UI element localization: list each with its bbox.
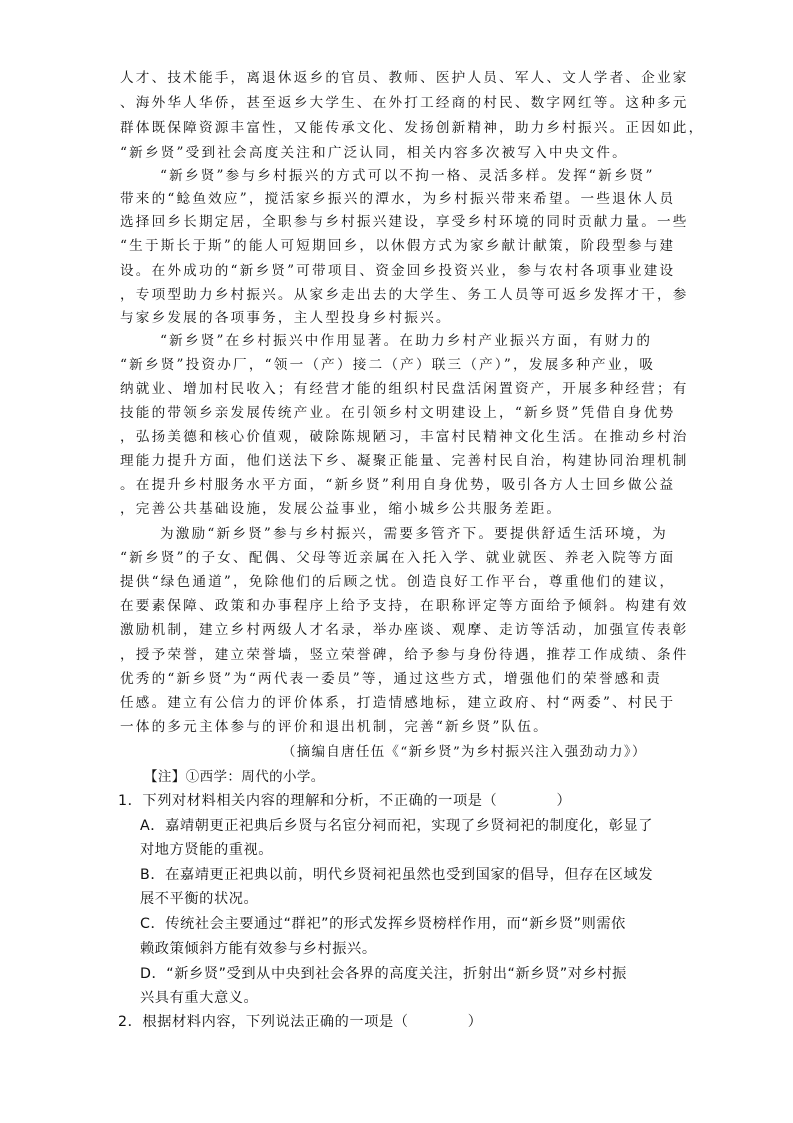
- p4-line-6: ，授予荣誉，建立荣誉墙，竖立荣誉碑，给予参与身份待遇，推荐工作成绩、条件: [120, 647, 689, 663]
- question-1-option-d-line-1: D．“新乡贤”受到从中央到社会各界的高度关注，折射出“新乡贤”对乡村振: [140, 966, 627, 982]
- question-2-stem: 2．根据材料内容，下列说法正确的一项是（ ）: [118, 1014, 483, 1030]
- p3-line-8: ，完善公共基础设施，发展公益事业，缩小城乡公共服务差距。: [120, 501, 563, 517]
- question-1-option-b-line-1: B．在嘉靖更正祀典以前，明代乡贤祠祀虽然也受到国家的倡导，但存在区域发: [140, 867, 654, 883]
- p4-line-8: 任感。建立有公信力的评价体系，打造情感地标，建立政府、村“两委”、村民于: [120, 695, 676, 711]
- question-1-option-b-line-2: 展不平衡的状况。: [140, 891, 259, 907]
- p3-line-3: 纳就业、增加村民收入；有经营才能的组织村民盘活闲置资产，开展多种经营；有: [120, 381, 689, 397]
- source-citation: （摘编自唐任伍《“新乡贤”为乡村振兴注入强劲动力》）: [282, 745, 647, 760]
- note: 【注】①西学：周代的小学。: [144, 769, 325, 785]
- p3-line-1: “新乡贤”在乡村振兴中作用显著。在助力乡村产业振兴方面，有财力的: [160, 333, 653, 349]
- p2-line-7: 与家乡发展的各项事务，主人型投身乡村振兴。: [120, 310, 452, 326]
- p4-line-5: 激励机制，建立乡村两级人才名录，举办座谈、观摩、走访等活动，加强宣传表彰: [120, 622, 689, 638]
- p2-line-2: 带来的“鲶鱼效应”，搅活家乡振兴的潭水，为乡村振兴带来希望。一些退休人员: [120, 191, 676, 207]
- p4-line-3: 提供“绿色通道”，免除他们的后顾之忧。创造良好工作平台，尊重他们的建议，: [120, 574, 676, 590]
- p2-line-6: ，专项型助力乡村振兴。从家乡走出去的大学生、务工人员等可返乡发挥才干，参: [120, 287, 689, 303]
- p2-line-4: “生于斯长于斯”的能人可短期回乡，以休假方式为家乡献计献策，阶段型参与建: [120, 238, 676, 254]
- p3-line-2: “新乡贤”投资办厂，“领一（产）接二（产）联三（产）”，发展多种产业，吸: [120, 357, 656, 373]
- p4-line-7: 优秀的“新乡贤”为“两代表一委员”等，通过这些方式，增强他们的荣誉感和责: [120, 671, 662, 687]
- question-1-stem: 1．下列对材料相关内容的理解和分析，不正确的一项是（ ）: [118, 793, 572, 809]
- p4-line-1: 为激励“新乡贤”参与乡村振兴，需要多管齐下。要提供舒适生活环境，为: [160, 526, 668, 542]
- p1-line-1: 人才、技术能手，离退休返乡的官员、教师、医护人员、军人、文人学者、企业家: [120, 70, 689, 86]
- p3-line-5: ，弘扬美德和核心价值观，破除陈规陋习，丰富村民精神文化生活。在推动乡村治: [120, 429, 689, 445]
- p4-line-4: 在要素保障、政策和办事程序上给予支持，在职称评定等方面给予倾斜。构建有效: [120, 598, 689, 614]
- p2-line-5: 设。在外成功的“新乡贤”可带项目、资金回乡投资兴业，参与农村各项事业建设: [120, 263, 676, 279]
- p4-line-9: 一体的多元主体参与的评价和退出机制，完善“新乡贤”队伍。: [120, 719, 549, 735]
- p3-line-7: 。在提升乡村服务水平方面，“新乡贤”利用自身优势，吸引各方人士回乡做公益: [120, 477, 676, 493]
- p1-line-3: 群体既保障资源丰富性，又能传承文化、发扬创新精神，助力乡村振兴。正因如此，: [120, 120, 705, 136]
- p1-line-2: 、海外华人华侨，甚至返乡大学生、在外打工经商的村民、数字网红等。这种多元: [120, 95, 689, 111]
- question-1-option-a-line-1: A．嘉靖朝更正祀典后乡贤与名宦分祠而祀，实现了乡贤祠祀的制度化，彰显了: [140, 818, 654, 834]
- p3-line-6: 理能力提升方面，他们送法下乡、凝聚正能量、完善村民自治，构建协同治理机制: [120, 453, 689, 469]
- p2-line-1: “新乡贤”参与乡村振兴的方式可以不拘一格、灵活多样。发挥“新乡贤”: [160, 168, 655, 184]
- p4-line-2: “新乡贤”的子女、配偶、父母等近亲属在入托入学、就业就医、养老入院等方面: [120, 550, 676, 566]
- question-1-option-c-line-1: C．传统社会主要通过“群祀”的形式发挥乡贤榜样作用，而“新乡贤”则需依: [140, 916, 626, 932]
- p2-line-3: 选择回乡长期定居，全职参与乡村振兴建设，享受乡村环境的同时贡献力量。一些: [120, 214, 689, 230]
- question-1-option-d-line-2: 兴具有重大意义。: [140, 990, 259, 1006]
- question-1-option-a-line-2: 对地方贤能的重视。: [140, 842, 274, 858]
- question-1-option-c-line-2: 赖政策倾斜方能有效参与乡村振兴。: [140, 941, 377, 957]
- p3-line-4: 技能的带领乡亲发展传统产业。在引领乡村文明建设上，“新乡贤”凭借自身优势: [120, 405, 676, 421]
- p1-line-4: “新乡贤”受到社会高度关注和广泛认同，相关内容多次被写入中央文件。: [120, 145, 628, 161]
